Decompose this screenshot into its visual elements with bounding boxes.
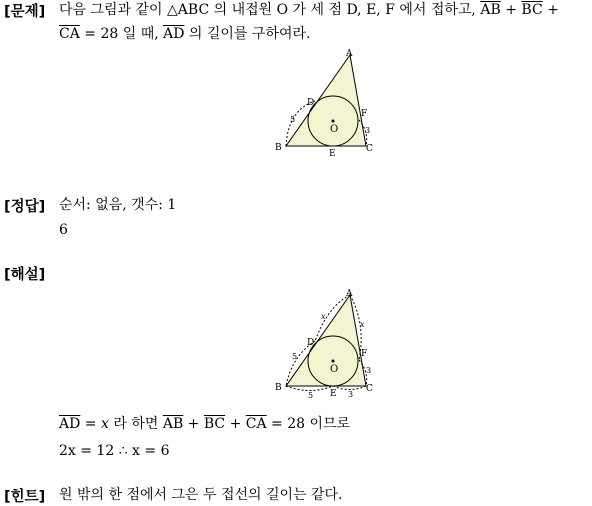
length-bd: 5 (292, 352, 298, 361)
label-b: B (275, 143, 282, 153)
segment-ab: $\overline{AB}$ (162, 416, 184, 432)
hint-label: [힌트] (4, 489, 46, 505)
problem-line-2 (59, 24, 310, 44)
answer-line-2: 6 (59, 222, 68, 238)
problem-text: 의 길이를 구하여라. (184, 26, 311, 42)
explanation-text: = 28 이므로 (266, 416, 351, 432)
label-o: O (330, 364, 339, 375)
arc-ec (333, 386, 366, 390)
triangle-figure-1 (270, 44, 380, 160)
problem-line-1 (59, 0, 559, 20)
segment-ca: $\overline{CA}$ (245, 416, 267, 432)
label-d: D (307, 98, 315, 108)
problem-text: = 28 일 때, (79, 26, 164, 42)
plus-sign: + (500, 2, 522, 18)
equals-sign: = (80, 416, 101, 432)
plus-sign: + (225, 416, 246, 432)
length-cf: 3 (366, 366, 372, 375)
label-b: B (275, 383, 282, 393)
triangle-abc (286, 55, 366, 146)
length-ec: 3 (348, 390, 354, 399)
problem-label: [문제] (4, 4, 46, 20)
arc-be (286, 386, 333, 391)
label-e: E (329, 149, 336, 159)
answer-label: [정답] (4, 199, 46, 215)
center-dot (332, 120, 335, 123)
length-bd: 5 (290, 115, 296, 124)
label-e: E (330, 389, 337, 399)
plus-sign: + (183, 416, 204, 432)
label-f: F (361, 109, 368, 119)
length-cf: 3 (365, 126, 371, 135)
label-f: F (361, 349, 368, 359)
length-ad: x (321, 312, 326, 321)
label-d: D (307, 338, 315, 348)
problem-text: 다음 그림과 같이 △ABC 의 내접원 O 가 세 점 D, E, F 에서 접하고, (59, 2, 481, 18)
label-o: O (330, 124, 339, 135)
label-a: A (346, 289, 353, 299)
length-be: 5 (308, 391, 314, 400)
explanation-line-1 (59, 414, 350, 434)
explanation-text: 라 하면 (108, 416, 163, 432)
length-af: x (360, 320, 365, 329)
answer-line-1: 순서: 없음, 갯수: 1 (59, 197, 177, 213)
segment-ad: $\overline{AD}$ (163, 26, 185, 42)
segment-ad: $\overline{AD}$ (59, 416, 81, 432)
triangle-abc (286, 295, 366, 386)
plus-sign: + (542, 2, 559, 18)
label-c: C (366, 384, 373, 394)
label-c: C (366, 144, 373, 154)
segment-ab: $\overline{AB}$ (480, 2, 501, 18)
segment-bc: $\overline{BC}$ (521, 2, 543, 18)
triangle-figure-2 (270, 284, 380, 400)
hint-text: 원 밖의 한 점에서 그은 두 접선의 길이는 같다. (59, 487, 343, 503)
explanation-line-2: 2x = 12 ∴ x = 6 (59, 443, 170, 459)
explanation-label: [해설] (4, 267, 46, 283)
segment-ca: $\overline{CA}$ (59, 26, 80, 42)
segment-bc: $\overline{BC}$ (203, 416, 226, 432)
label-a: A (346, 49, 353, 59)
center-dot (332, 360, 335, 363)
variable-x: x (100, 416, 109, 432)
